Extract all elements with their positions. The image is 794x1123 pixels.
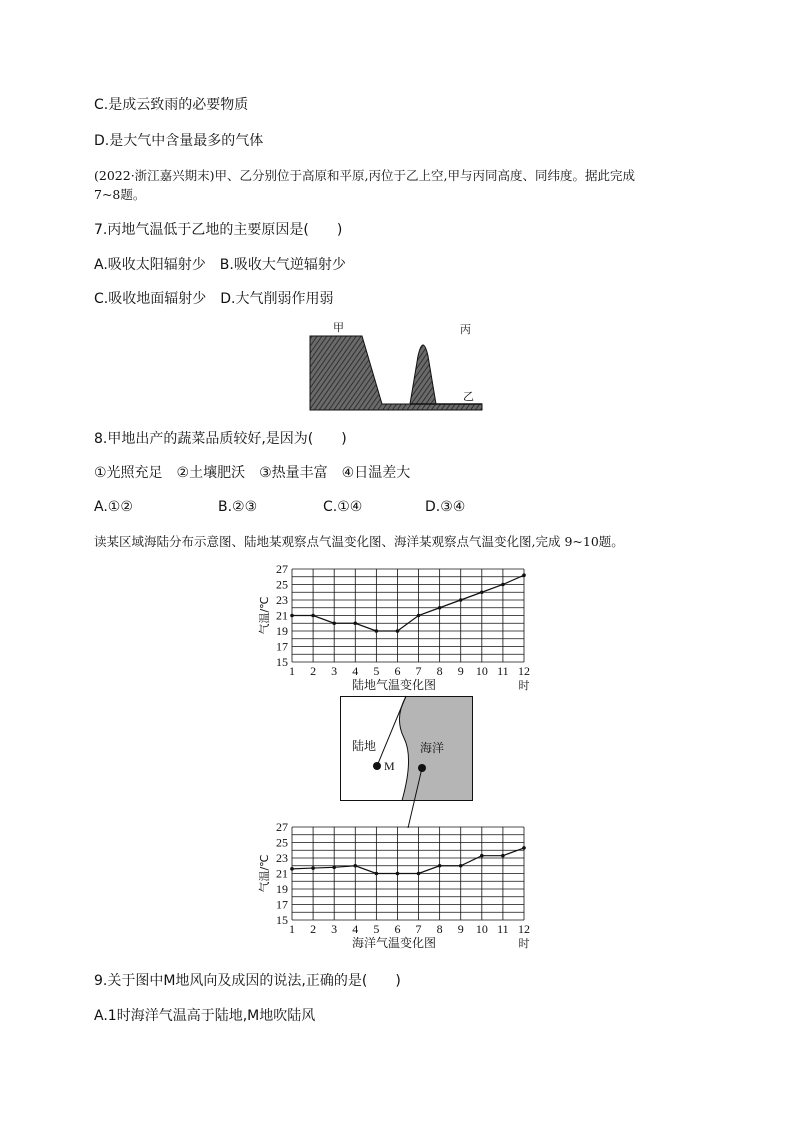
point-m bbox=[373, 762, 381, 770]
intro-7-8-line1: (2022·浙江嘉兴期末)甲、乙分别位于高原和平原,丙位于乙上空,甲与丙同高度、同纬度。据此完成 bbox=[94, 168, 635, 183]
y-tick-label: 21 bbox=[276, 608, 288, 623]
label-jia: 甲 bbox=[333, 321, 344, 334]
x-tick-label: 5 bbox=[373, 664, 380, 678]
terrain-hatched-ground bbox=[310, 336, 482, 410]
map-point-label: M bbox=[384, 759, 395, 773]
data-point bbox=[311, 614, 315, 618]
x-tick-label: 2 bbox=[310, 922, 317, 936]
question-9: 9.关于图中M地风向及成因的说法,正确的是( ) bbox=[94, 973, 401, 989]
y-tick-label: 19 bbox=[276, 624, 288, 638]
data-point bbox=[290, 614, 294, 618]
y-tick-label: 17 bbox=[276, 639, 288, 654]
y-tick-label: 15 bbox=[276, 913, 288, 927]
x-tick-label: 3 bbox=[331, 922, 338, 936]
data-point bbox=[417, 614, 421, 618]
question-7: 7.丙地气温低于乙地的主要原因是( ) bbox=[94, 222, 343, 238]
y-axis-label: 气温/℃ bbox=[258, 854, 271, 893]
map-sea-label: 海洋 bbox=[420, 741, 445, 755]
intro-7-8-line2: 7~8题。 bbox=[94, 187, 146, 202]
data-point bbox=[396, 872, 400, 876]
data-point bbox=[438, 864, 442, 868]
data-point bbox=[353, 864, 357, 868]
x-tick-label: 5 bbox=[373, 922, 380, 936]
x-tick-label: 11 bbox=[497, 664, 509, 678]
data-point bbox=[396, 629, 400, 633]
series-line bbox=[292, 848, 524, 874]
x-tick-label: 12 bbox=[518, 922, 530, 936]
x-tick-label: 1 bbox=[289, 922, 295, 936]
y-tick-label: 15 bbox=[276, 655, 288, 669]
x-tick-label: 10 bbox=[475, 922, 488, 936]
x-tick-label: 6 bbox=[394, 922, 401, 936]
chart-title: 海洋气温变化图 bbox=[351, 936, 437, 950]
question-8: 8.甲地出产的蔬菜品质较好,是因为( ) bbox=[94, 431, 347, 447]
label-bing: 丙 bbox=[460, 323, 471, 336]
series-line bbox=[292, 575, 524, 631]
y-tick-label: 27 bbox=[276, 562, 288, 576]
x-tick-label: 11 bbox=[497, 922, 509, 936]
x-tick-label: 12 bbox=[518, 664, 530, 678]
question-8-items: ①光照充足 ②土壤肥沃 ③热量丰富 ④日温差大 bbox=[94, 465, 411, 481]
y-tick-label: 23 bbox=[276, 593, 288, 607]
y-tick-label: 23 bbox=[276, 851, 288, 865]
data-point bbox=[417, 872, 421, 876]
x-axis-label: 时 bbox=[518, 679, 530, 692]
data-point bbox=[375, 629, 379, 633]
option-c: C.是成云致雨的必要物质 bbox=[94, 97, 249, 113]
x-tick-label: 1 bbox=[289, 664, 295, 678]
y-axis-label: 气温/℃ bbox=[258, 596, 271, 635]
x-tick-label: 7 bbox=[415, 922, 422, 936]
y-tick-label: 25 bbox=[276, 835, 288, 850]
data-point bbox=[438, 606, 442, 610]
x-tick-label: 6 bbox=[394, 664, 401, 678]
x-tick-label: 4 bbox=[352, 664, 359, 678]
data-point bbox=[332, 621, 336, 625]
x-tick-label: 8 bbox=[436, 922, 443, 936]
y-tick-label: 21 bbox=[276, 866, 288, 881]
x-tick-label: 7 bbox=[415, 664, 422, 678]
data-point bbox=[290, 867, 294, 871]
terrain-diagram bbox=[300, 318, 500, 418]
x-axis-label: 时 bbox=[518, 937, 530, 950]
sea-observation-point bbox=[418, 764, 426, 772]
x-tick-label: 2 bbox=[310, 664, 317, 678]
sea-temperature-chart bbox=[250, 818, 550, 958]
x-tick-label: 3 bbox=[331, 664, 338, 678]
chart-title: 陆地气温变化图 bbox=[351, 678, 437, 692]
data-point bbox=[332, 866, 336, 870]
data-point bbox=[459, 864, 463, 868]
data-point bbox=[311, 866, 315, 870]
data-point bbox=[353, 621, 357, 625]
data-point bbox=[375, 872, 379, 876]
map-land-label: 陆地 bbox=[352, 739, 377, 753]
data-point bbox=[459, 598, 463, 602]
question-8-option-a: A.①② bbox=[94, 499, 133, 515]
y-tick-label: 27 bbox=[276, 820, 288, 834]
data-point bbox=[501, 854, 505, 858]
data-point bbox=[522, 573, 526, 577]
question-8-option-b: B.②③ bbox=[218, 499, 258, 515]
x-tick-label: 10 bbox=[475, 664, 488, 678]
data-point bbox=[501, 583, 505, 587]
data-point bbox=[480, 854, 484, 858]
x-tick-label: 4 bbox=[352, 922, 359, 936]
intro-9-10: 读某区域海陆分布示意图、陆地某观察点气温变化图、海洋某观察点气温变化图,完成 9~10题。 bbox=[94, 534, 624, 549]
label-yi: 乙 bbox=[463, 390, 474, 403]
data-point bbox=[522, 846, 526, 850]
question-9-option-a: A.1时海洋气温高于陆地,M地吹陆风 bbox=[94, 1008, 316, 1024]
land-sea-map bbox=[340, 696, 474, 802]
question-7-options-cd: C.吸收地面辐射少 D.大气削弱作用弱 bbox=[94, 291, 334, 307]
question-8-option-d: D.③④ bbox=[425, 499, 466, 515]
question-8-option-c: C.①④ bbox=[323, 499, 363, 515]
option-d: D.是大气中含量最多的气体 bbox=[94, 133, 264, 149]
x-tick-label: 9 bbox=[457, 922, 464, 936]
question-7-options-ab: A.吸收太阳辐射少 B.吸收大气逆辐射少 bbox=[94, 257, 346, 273]
y-tick-label: 19 bbox=[276, 882, 288, 896]
data-point bbox=[480, 590, 484, 594]
y-tick-label: 25 bbox=[276, 577, 288, 592]
land-temperature-chart bbox=[250, 560, 550, 700]
x-tick-label: 8 bbox=[436, 664, 443, 678]
x-tick-label: 9 bbox=[457, 664, 464, 678]
y-tick-label: 17 bbox=[276, 897, 288, 912]
